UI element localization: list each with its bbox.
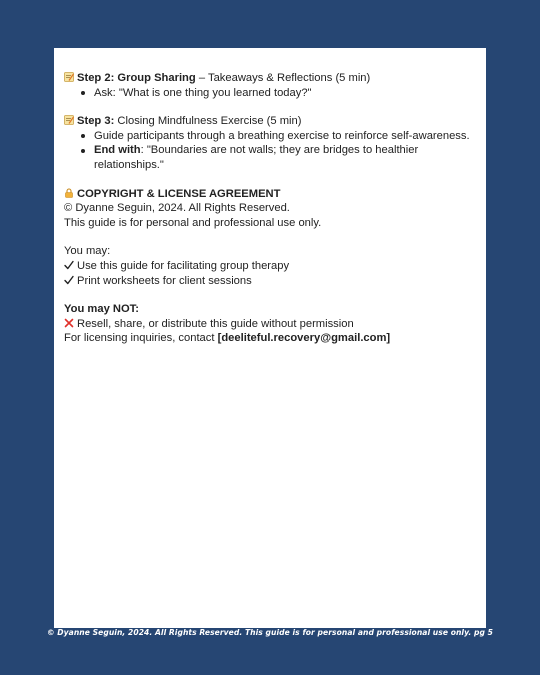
step3-title: Closing Mindfulness Exercise (5 min) — [114, 115, 302, 128]
end-with-quote: : "Boundaries are not walls; they are bridges to healthier relationships." — [94, 144, 419, 171]
copyright-title: COPYRIGHT & LICENSE AGREEMENT — [77, 187, 281, 200]
may-item-1 — [64, 259, 478, 274]
step3-label: Step 3: — [77, 115, 115, 128]
step2-label: Step 2: Group Sharing — [77, 72, 196, 84]
usage-line: This guide is for personal and professional use only. — [64, 216, 322, 229]
step3-bullets — [64, 129, 478, 173]
step2-title: – Takeaways & Reflections (5 min) — [195, 72, 371, 84]
lock-icon — [64, 188, 74, 198]
may-item-2 — [64, 274, 478, 289]
memo-icon — [64, 72, 74, 82]
may-not-item — [64, 317, 478, 332]
may-item-text: Print worksheets for client sessions — [77, 274, 252, 287]
step3-heading — [64, 114, 478, 129]
copyright-line: © Dyanne Seguin, 2024. All Rights Reserved. — [64, 202, 290, 215]
may-item-text: Use this guide for facilitating group therapy — [77, 259, 290, 272]
step2-bullets — [64, 86, 478, 101]
step3-bullet-2 — [94, 143, 478, 172]
may-not-text: Resell, share, or distribute this guide without permission — [77, 317, 354, 330]
contact-email[interactable]: [deeliteful.recovery@gmail.com] — [217, 332, 391, 345]
copyright-heading — [64, 187, 478, 202]
end-with-label: End with — [94, 144, 141, 157]
memo-icon — [64, 115, 74, 125]
step2-bullet: Ask: "What is one thing you learned today?" — [94, 86, 478, 101]
licensing-line — [64, 331, 478, 346]
step2-heading — [64, 71, 478, 86]
page-footer: © Dyanne Seguin, 2024. All Rights Reserved. This guide is for personal and professional use only. pg 5 — [46, 628, 494, 637]
document-page — [54, 48, 486, 628]
page-content — [64, 71, 478, 346]
cross-icon — [64, 318, 74, 328]
you-may-heading: You may: — [64, 245, 111, 258]
you-may-not-heading: You may NOT: — [64, 303, 140, 316]
step3-bullet-1: Guide participants through a breathing exercise to reinforce self-awareness. — [94, 129, 478, 144]
check-icon — [64, 275, 74, 285]
check-icon — [64, 260, 74, 270]
licensing-prefix: For licensing inquiries, contact — [64, 332, 218, 345]
